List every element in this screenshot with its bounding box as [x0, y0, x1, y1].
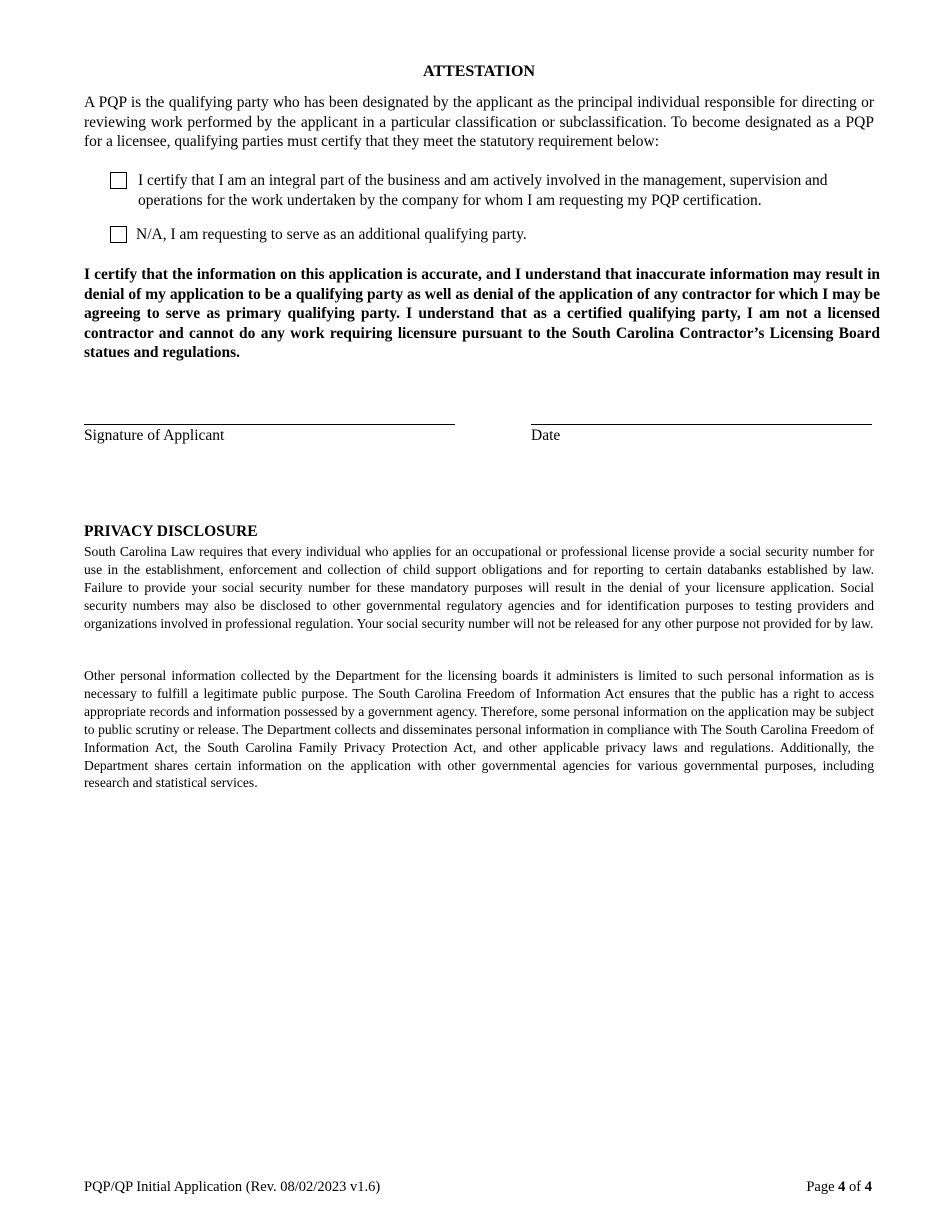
page-current: 4 — [838, 1179, 846, 1195]
privacy-paragraph-1: South Carolina Law requires that every individual who applies for an occupational or professional license provide a social security number for use in the establishment, enforcement and collection of child support obligations and for reporting to certain databanks established by law. Failure to provide your social security number for these mandatory purposes will result in the denial of your licensure application. Social security numbers may also be disclosed to other governmental regulatory agencies and for identification purposes to testing providers and organizations involved in professional regulation. Your social security number will not be released for any other purpose not provided for by law. — [84, 544, 874, 631]
signature-line[interactable] — [84, 424, 455, 425]
integral-part-checkbox[interactable] — [110, 172, 127, 189]
privacy-paragraph-2: Other personal information collected by the Department for the licensing boards it administers is limited to such personal information as is necessary to fulfill a legitimate public purpose. The South Carolina Freedom of Information Act ensures that the public has a right to access appropriate records and information possessed by a government agency. Therefore, some personal information on the application may be subject to public scrutiny or release. The Department collects and disseminates personal information in compliance with The South Carolina Freedom of Information Act, the South Carolina Family Privacy Protection Act, and other applicable privacy laws and regulations. Additionally, the Department shares certain information on the application with other governmental agencies for various governmental purposes, including research and statistical services. — [84, 668, 874, 791]
page-word: Page — [806, 1179, 835, 1195]
page-number — [806, 1179, 872, 1196]
privacy-heading: PRIVACY DISCLOSURE — [84, 523, 258, 540]
additional-qp-checkbox-row[interactable] — [110, 225, 875, 245]
attestation-intro: A PQP is the qualifying party who has been designated by the applicant as the principal individual responsible for directing or reviewing work performed by the applicant in a particular classification or subclassification. To become designated as a PQP for a licensee, qualifying parties must certify that they meet the statutory requirement below: — [84, 94, 874, 150]
page-of: of — [849, 1179, 862, 1195]
additional-qp-checkbox[interactable] — [110, 226, 127, 243]
signature-label: Signature of Applicant — [84, 427, 225, 444]
certification-statement: I certify that the information on this application is accurate, and I understand that inaccurate information may result in denial of my application to be a qualifying party as well as denial of the application of any contractor for which I may be agreeing to serve as primary qualifying party. I understand that as a certified qualifying party, I am not a licensed contractor and cannot do any work requiring licensure pursuant to the South Carolina Contractor’s Licensing Board statues and regulations. — [84, 266, 880, 361]
date-label: Date — [531, 427, 561, 444]
attestation-title: ATTESTATION — [422, 63, 536, 80]
date-line[interactable] — [531, 424, 872, 425]
form-revision: PQP/QP Initial Application (Rev. 08/02/2023 v1.6) — [84, 1179, 381, 1195]
integral-part-checkbox-row[interactable] — [110, 171, 875, 210]
page-total: 4 — [864, 1179, 872, 1195]
additional-qp-checkbox-label: N/A, I am requesting to serve as an additional qualifying party. — [136, 226, 527, 243]
integral-part-checkbox-label: I certify that I am an integral part of the business and am actively involved in the management, supervision and operations for the work undertaken by the company for whom I am requesting my PQP certification. — [138, 172, 828, 209]
